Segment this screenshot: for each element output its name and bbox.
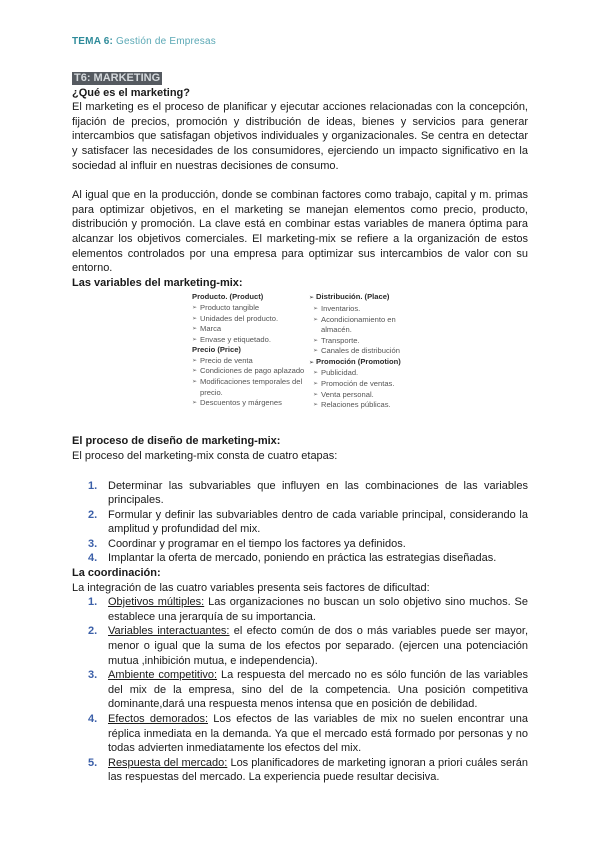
list-item: ➢ Canales de distribución <box>307 346 417 357</box>
paragraph-marketing-mix: Al igual que en la producción, donde se combinan factores como trabajo, capital y m. primas para optimizar objetivos, en el marketing se manejan elementos como precio, producto, distribución y promoción. La clave está en combinar estas variables de manera óptima para alcanzar los objetivos comerciales. El marketing-mix se refiere a la organización de estos elementos controlados por una empresa para optimizar sus intercambios de valor con su entorno. <box>72 189 528 275</box>
list-text: Formular y definir las subvariables dentro de cada variable principal, considerando la amplitud y profundidad del mix. <box>108 508 528 536</box>
list-item <box>72 668 528 712</box>
heading-coordination: La coordinación: <box>72 567 161 580</box>
design-steps-list <box>72 479 528 567</box>
factor-text: Los planificadores de marketing ignoran a priori cuáles serán las respuestas del mercado. La experiencia puede resultar decisiva. <box>108 756 529 784</box>
document-body <box>72 71 528 785</box>
paragraph-definition: El marketing es el proceso de planificar y ejecutar acciones relacionadas con la concepción, fijación de precios, promoción y distribución de ideas, bienes y servicios para generar intercambios que satisfagan objetivos individuales y organizacionales. Se centra en detectar y satisfacer las necesidades de los consumidores, ejerciendo un impacto significativo en la sociedad al influir en nuestras decisiones de consumo. <box>72 101 528 172</box>
variables-column-left <box>192 292 307 409</box>
factor-text: Las organizaciones no buscan un solo objetivo sino muchos. Se establece una jerarquía de su importancia. <box>108 596 529 623</box>
list-item: ➢ Publicidad. <box>307 368 417 379</box>
header-subject: Gestión de Empresas <box>116 36 216 47</box>
list-item: ➢ Marca <box>192 324 307 335</box>
list-item <box>72 508 528 537</box>
list-item <box>72 479 528 508</box>
list-item: ➢ Acondicionamiento en almacén. <box>307 315 417 336</box>
coordination-factors-list <box>72 595 528 785</box>
list-item <box>72 551 528 566</box>
list-number: 1. <box>88 596 98 609</box>
list-item <box>72 595 528 624</box>
list-item: ➢ Promoción de ventas. <box>307 379 417 390</box>
factor-text: Los efectos de las variables de mix no suelen encontrar una réplica inmediata en la demanda. Ya que el mercado está formado por personas y no todas advierten inmediatamente los efectos del mix. <box>108 713 528 755</box>
list-text: Implantar la oferta de mercado, poniendo en práctica las estrategias diseñadas. <box>108 552 497 565</box>
variable-place-head: ➢ Distribución. (Place) <box>307 292 417 304</box>
variable-product-head: Producto. (Product) <box>192 292 264 302</box>
list-text: Coordinar y programar en el tiempo los factores ya definidos. <box>108 537 406 550</box>
list-item: ➢ Modificaciones temporales del precio. <box>192 377 307 398</box>
list-item: ➢ Venta personal. <box>307 390 417 401</box>
list-item: ➢ Producto tangible <box>192 303 307 314</box>
variables-figure <box>72 292 528 434</box>
header-topic: TEMA 6: <box>72 36 114 47</box>
list-item: ➢ Inventarios. <box>307 304 417 315</box>
factor-term: Ambiente competitivo: <box>108 669 218 682</box>
list-item <box>72 756 528 785</box>
list-number: 4. <box>88 713 98 725</box>
paragraph-design-intro: El proceso del marketing-mix consta de cuatro etapas: <box>72 449 338 462</box>
list-item: ➢ Unidades del producto. <box>192 314 307 325</box>
list-item: ➢ Condiciones de pago aplazado <box>192 366 307 377</box>
factor-term: Respuesta del mercado: <box>108 756 228 769</box>
variable-price-head: Precio (Price) <box>192 345 241 355</box>
list-item: ➢ Transporte. <box>307 336 417 347</box>
factor-term: Objetivos múltiples: <box>108 596 205 609</box>
list-number: 2. <box>88 625 98 638</box>
factor-term: Variables interactuantes: <box>108 625 230 638</box>
page-header <box>72 36 216 47</box>
list-item <box>72 712 528 756</box>
list-number: 2. <box>88 508 98 521</box>
paragraph-coordination-intro: La integración de las cuatro variables presenta seis factores de dificultad: <box>72 581 430 594</box>
list-number: 3. <box>88 669 98 682</box>
heading-design-process: El proceso de diseño de marketing-mix: <box>72 435 281 448</box>
list-number: 5. <box>88 756 98 769</box>
list-item: ➢ Precio de venta <box>192 356 307 367</box>
heading-what-is-marketing: ¿Qué es el marketing? <box>72 86 190 99</box>
list-item: ➢ Envase y etiquetado. <box>192 335 307 346</box>
heading-variables: Las variables del marketing-mix: <box>72 276 243 289</box>
factor-term: Efectos demorados: <box>108 713 209 725</box>
variables-column-right <box>307 292 417 411</box>
list-item: ➢ Descuentos y márgenes <box>192 398 307 409</box>
list-number: 1. <box>88 479 98 492</box>
list-item <box>72 537 528 552</box>
list-item <box>72 624 528 668</box>
list-text: Determinar las subvariables que influyen en las combinaciones de las variables principales. <box>108 479 528 507</box>
variable-promotion-head: ➢ Promoción (Promotion) <box>307 357 417 369</box>
factor-text: La respuesta del mercado no es sólo función de las variables del mix de la empresa, sino del de la competencia. Una posición competitiva dominante,dará una respuesta menos intensa que en posición de debilidad. <box>108 669 528 711</box>
list-number: 4. <box>88 552 98 565</box>
factor-text: el efecto común de dos o más variables puede ser mayor, menor o igual que la suma de los efectos por separado. (ejercen una potenciación mutua ,inhibición mutua, e independencia). <box>108 625 528 667</box>
list-number: 3. <box>88 537 98 550</box>
section-tag: T6: MARKETING <box>74 72 161 84</box>
list-item: ➢ Relaciones públicas. <box>307 400 417 411</box>
